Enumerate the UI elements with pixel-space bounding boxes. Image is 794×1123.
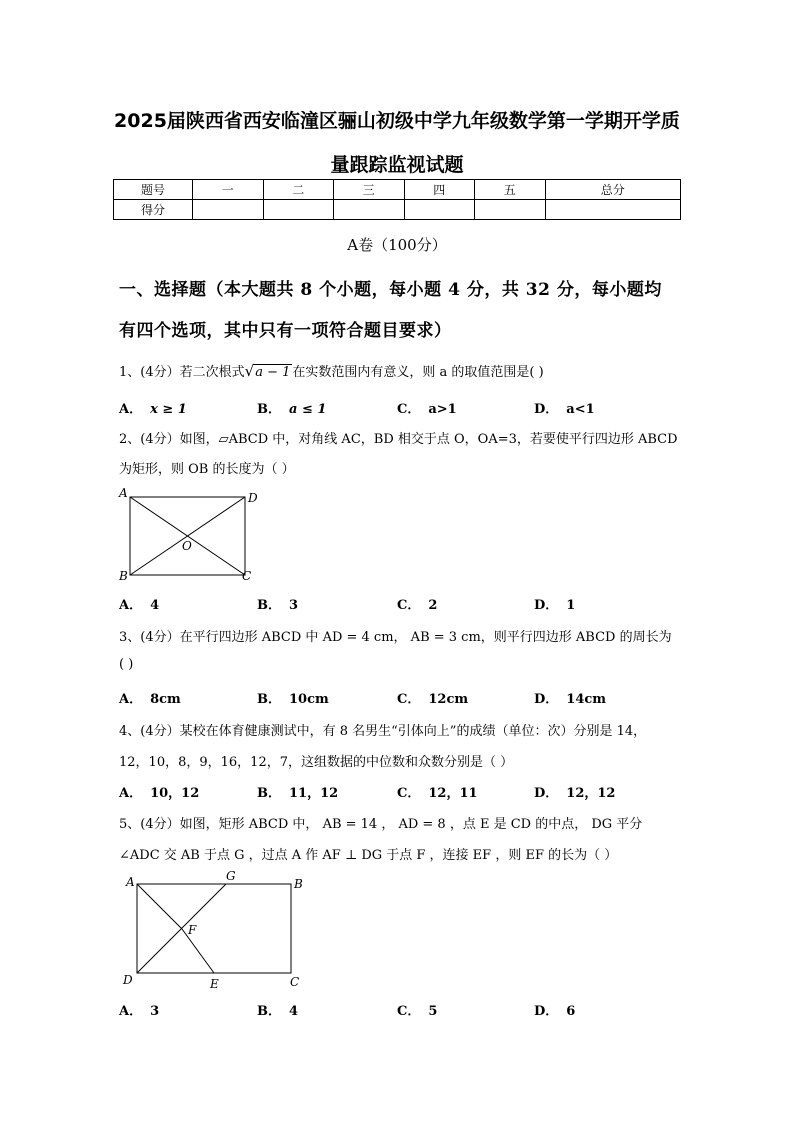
score-header-cell: 四 <box>404 180 475 200</box>
q5-label-d: D <box>123 973 133 987</box>
q5-figure <box>118 865 313 995</box>
score-cell[interactable] <box>263 200 334 220</box>
q4-option-c[interactable]: C． 12，11 <box>397 786 478 801</box>
part1-heading-line1: 一、选择题（本大题共 8 个小题，每小题 4 分，共 32 分，每小题均 <box>119 280 662 300</box>
score-row-label: 得分 <box>114 200 193 220</box>
q3-option-a[interactable]: A． 8cm <box>119 692 181 707</box>
score-header-cell: 五 <box>475 180 546 200</box>
q2-option-a[interactable]: A． 4 <box>119 598 160 613</box>
score-table <box>113 179 681 220</box>
q5-label-g: G <box>226 869 236 883</box>
q4-option-b[interactable]: B． 11，12 <box>257 786 339 801</box>
score-cell[interactable] <box>475 200 546 220</box>
score-table-header-row <box>114 180 681 200</box>
q1-option-a[interactable]: A． x ≥ 1 <box>119 402 187 417</box>
exam-title-line2: 量跟踪监视试题 <box>330 154 464 176</box>
q5-label-c: C <box>290 975 300 989</box>
score-cell[interactable] <box>404 200 475 220</box>
q2-label-a: A <box>119 486 128 500</box>
q5-segment-fe <box>182 929 214 973</box>
score-header-cell: 二 <box>263 180 334 200</box>
q5-label-b: B <box>294 877 303 891</box>
q2-label-c: C <box>242 569 252 583</box>
score-cell[interactable] <box>193 200 264 220</box>
score-header-cell: 总分 <box>545 180 681 200</box>
q2-label-d: D <box>248 491 258 505</box>
question-4-stem-line2: 12，10，8，9，16，12，7，这组数据的中位数和众数分别是（ ） <box>119 755 514 770</box>
exam-title-line1: 2025届陕西省西安临潼区骊山初级中学九年级数学第一学期开学质 <box>114 110 680 132</box>
score-table-score-row <box>114 200 681 220</box>
q2-label-o: O <box>182 539 192 553</box>
question-2-stem-line2: 为矩形，则 OB 的长度为（ ） <box>119 462 295 477</box>
q5-option-a[interactable]: A． 3 <box>119 1004 160 1019</box>
q5-segment-af <box>137 884 182 929</box>
q1-prefix: 1、(4分）若二次根式 <box>119 365 245 380</box>
q3-option-c[interactable]: C． 12cm <box>397 692 469 707</box>
q5-label-e: E <box>210 977 219 991</box>
q5-option-c[interactable]: C． 5 <box>397 1004 438 1019</box>
q1-suffix: 在实数范围内有意义，则 a 的取值范围是( ) <box>292 365 544 380</box>
score-header-cell: 一 <box>193 180 264 200</box>
q1-option-d[interactable]: D． a<1 <box>534 402 595 417</box>
question-4-stem-line1: 4、(4分）某校在体育健康测试中，有 8 名男生“引体向上”的成绩（单位：次）分别是 14， <box>119 724 647 739</box>
q2-figure <box>115 484 265 586</box>
question-1-stem <box>119 361 544 380</box>
q5-option-d[interactable]: D． 6 <box>534 1004 576 1019</box>
q5-rectangle <box>137 884 291 973</box>
question-5-stem-line2: ∠ADC 交 AB 于点 G ，过点 A 作 AF ⊥ DG 于点 F ，连接 EF ，则 EF 的长为（ ） <box>119 848 618 863</box>
question-3-stem-line1: 3、(4分）在平行四边形 ABCD 中 AD = 4 cm， AB = 3 cm，则平行四边形 ABCD 的周长为 <box>119 630 672 645</box>
question-2-stem-line1: 2、(4分）如图，▱ABCD 中，对角线 AC，BD 相交于点 O，OA=3，若要使平行四边形 ABCD <box>119 432 678 447</box>
q1-option-c[interactable]: C． a>1 <box>397 402 457 417</box>
q5-label-a: A <box>126 875 135 889</box>
question-3-stem-line2: ( ) <box>119 657 134 672</box>
q1-radical-sign: √ <box>244 362 255 380</box>
part1-heading-line2: 有四个选项，其中只有一项符合题目要求） <box>119 321 452 341</box>
q2-option-b[interactable]: B． 3 <box>257 598 299 613</box>
q5-label-f: F <box>188 923 197 937</box>
q2-label-b: B <box>119 569 128 583</box>
q1-option-b[interactable]: B． a ≤ 1 <box>257 402 327 417</box>
q2-option-c[interactable]: C． 2 <box>397 598 438 613</box>
q3-option-b[interactable]: B． 10cm <box>257 692 329 707</box>
q5-option-b[interactable]: B． 4 <box>257 1004 299 1019</box>
section-a-heading: A卷（100分） <box>347 236 447 254</box>
score-header-cell: 题号 <box>114 180 193 200</box>
q4-option-a[interactable]: A． 10，12 <box>119 786 200 801</box>
score-header-cell: 三 <box>334 180 405 200</box>
q1-radicand: a − 1 <box>255 365 291 380</box>
score-cell[interactable] <box>545 200 681 220</box>
question-5-stem-line1: 5、(4分）如图，矩形 ABCD 中， AB = 14 ， AD = 8 ，点 E 是 CD 的中点， DG 平分 <box>119 817 643 832</box>
q2-option-d[interactable]: D． 1 <box>534 598 576 613</box>
q4-option-d[interactable]: D． 12，12 <box>534 786 616 801</box>
score-cell[interactable] <box>334 200 405 220</box>
q3-option-d[interactable]: D． 14cm <box>534 692 607 707</box>
